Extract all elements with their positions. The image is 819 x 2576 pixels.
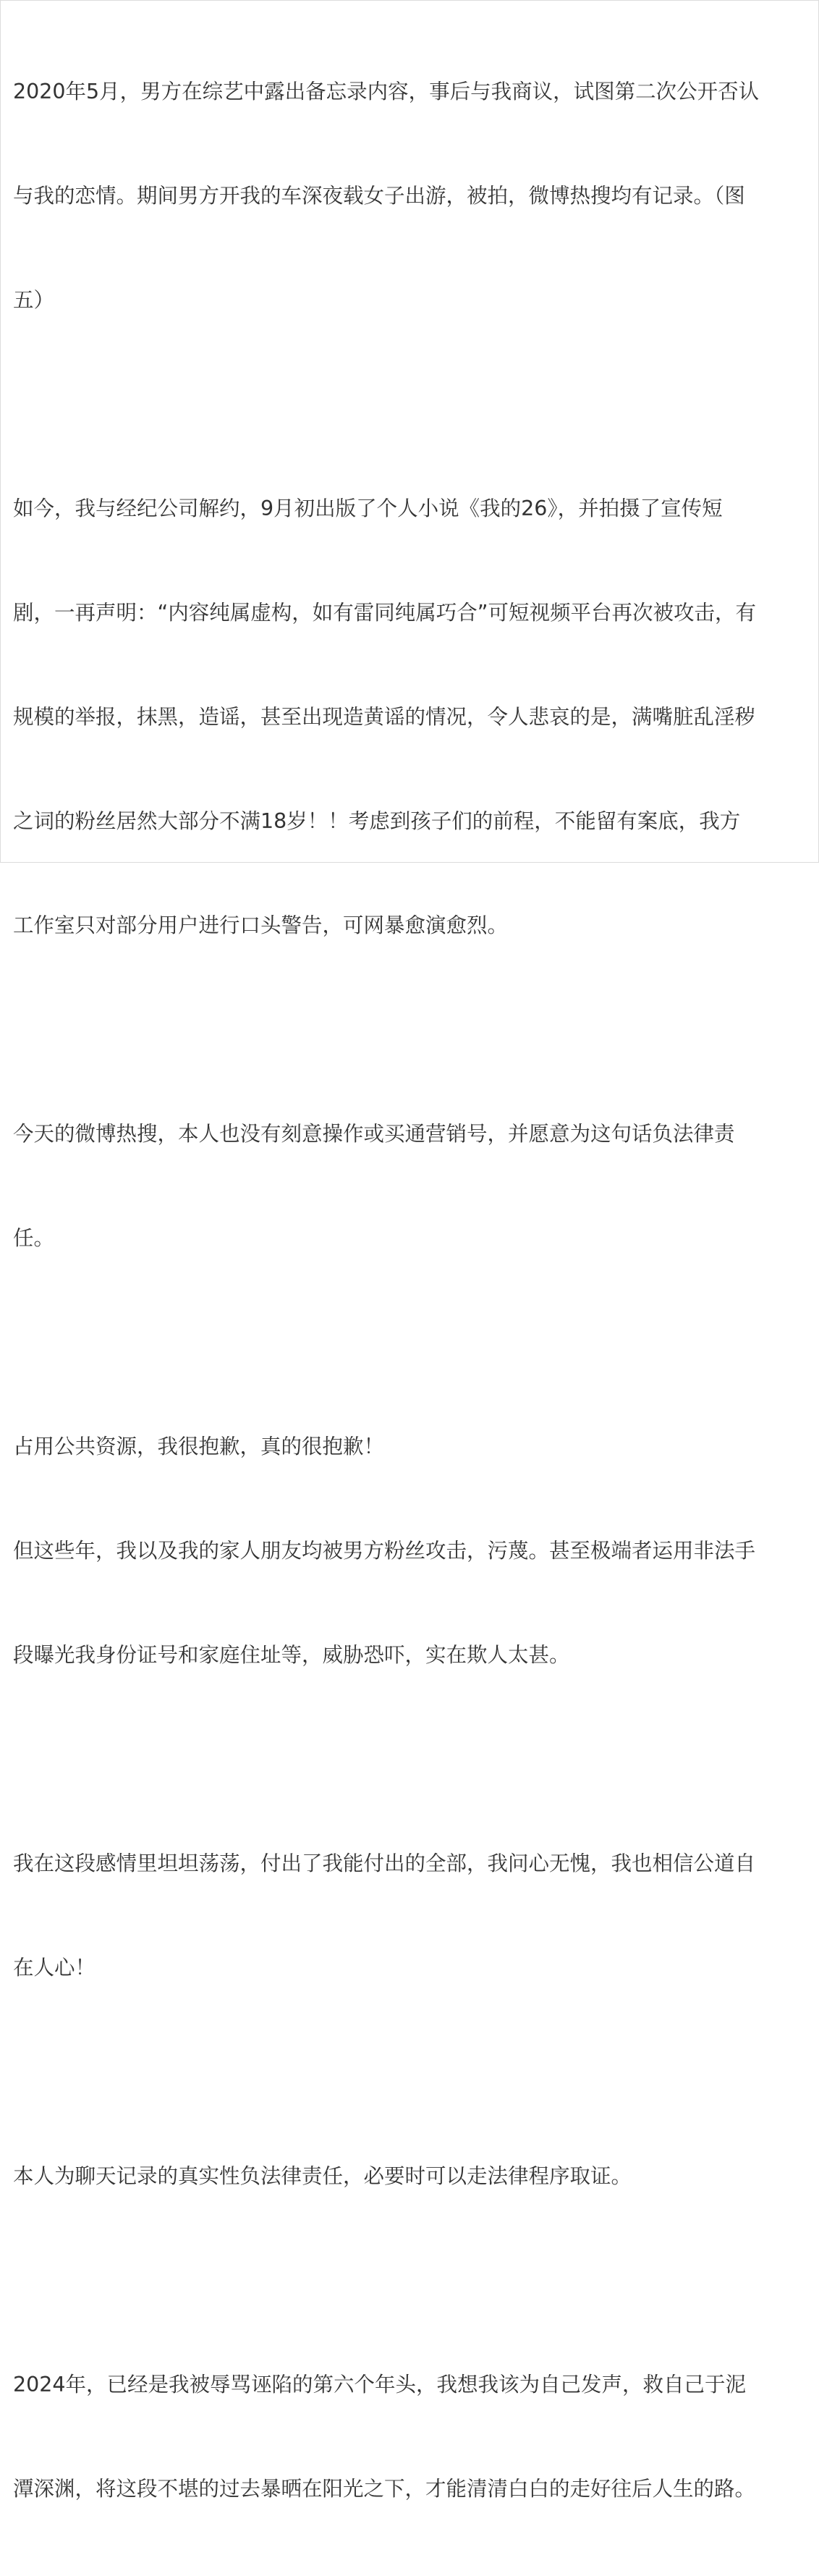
paragraph-1 xyxy=(13,5,807,387)
text-line: 规模的举报，抹黑，造谣，甚至出现造黄谣的情况，令人悲哀的是，满嘴脏乱淫秽 xyxy=(13,705,756,729)
text-line: 五） xyxy=(13,288,55,312)
text-line: 2020年5月，男方在综艺中露出备忘录内容，事后与我商议，试图第二次公开否认 xyxy=(13,80,760,104)
paragraph-7 xyxy=(13,2298,807,2576)
paragraph-2 xyxy=(13,422,807,1013)
text-line: 占用公共资源，我很抱歉，真的很抱歉！ xyxy=(13,1435,385,1458)
text-line: 任。 xyxy=(13,1226,55,1250)
text-line: 但这些年，我以及我的家人朋友均被男方粉丝攻击，污蔑。甚至极端者运用非法手 xyxy=(13,1539,756,1563)
text-line: 潭深渊，将这段不堪的过去暴晒在阳光之下，才能清清白白的走好往后人生的路。 xyxy=(13,2477,756,2501)
text-line: 段曝光我身份证号和家庭住址等，威胁恐吓，实在欺人太甚。 xyxy=(13,1643,570,1667)
text-line: 本人为聊天记录的真实性负法律责任，必要时可以走法律程序取证。 xyxy=(13,2164,632,2188)
paragraph-3 xyxy=(13,1047,807,1325)
text-line: 我在这段感情里坦坦荡荡，付出了我能付出的全部，我问心无愧，我也相信公道自 xyxy=(13,1851,756,1875)
document-body xyxy=(13,5,807,2576)
text-line: 剧，一再声明：“内容纯属虚构，如有雷同纯属巧合”可短视频平台再次被攻击，有 xyxy=(13,601,757,625)
paragraph-6 xyxy=(13,2090,807,2263)
text-line: 在人心！ xyxy=(13,1956,96,1980)
text-line: 工作室只对部分用户进行口头警告，可网暴愈演愈烈。 xyxy=(13,913,509,937)
text-line: 与我的恋情。期间男方开我的车深夜载女子出游，被拍，微博热搜均有记录。（图 xyxy=(13,184,745,208)
text-line: 今天的微博热搜，本人也没有刻意操作或买通营销号，并愿意为这句话负法律责 xyxy=(13,1122,735,1146)
text-line: 如今，我与经纪公司解约，9月初出版了个人小说《我的26》，并拍摄了宣传短 xyxy=(13,497,723,520)
text-line: 2024年，已经是我被辱骂诬陷的第六个年头，我想我该为自己发声，救自己于泥 xyxy=(13,2373,747,2396)
paragraph-5 xyxy=(13,1777,807,2055)
paragraph-4 xyxy=(13,1360,807,1742)
text-line: 之词的粉丝居然大部分不满18岁！！考虑到孩子们的前程，不能留有案底，我方 xyxy=(13,809,741,833)
